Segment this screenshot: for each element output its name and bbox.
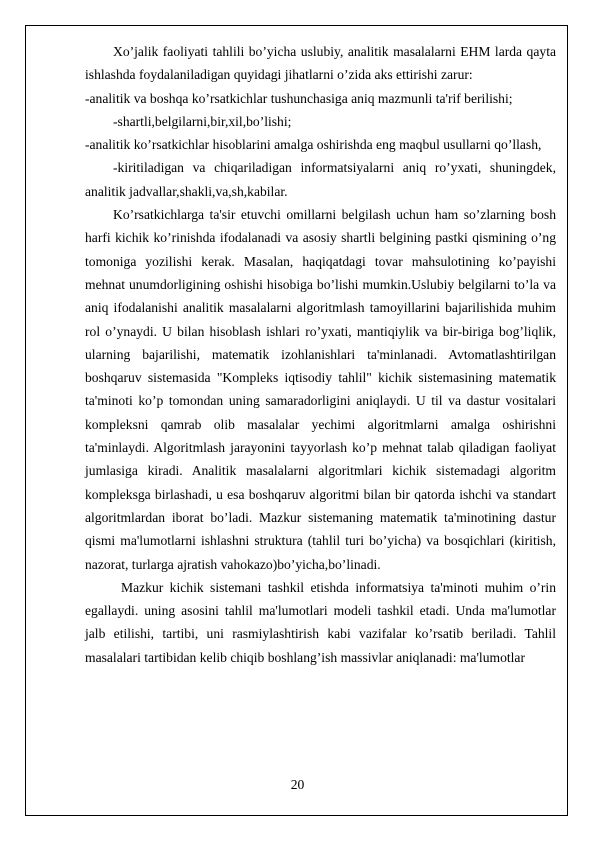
paragraph-list-item-1: -analitik va boshqa ko’rsatkichlar tushunchasiga aniq mazmunli ta'rif berilishi; (85, 90, 513, 106)
document-body (85, 40, 556, 669)
paragraph-information-support: Mazkur kichik sistemani tashkil etishda informatsiya ta'minoti muhim o’rin egallaydi. uning asosini tahlil ma'lumotlari modeli tashkil etadi. Unda ma'lumotlar jalb etilishi, tartibi, uni rasmiylashtirish kabi vazifalar ko’rsatib beriladi. Tahlil masalalari tartibidan kelib chiqib boshlang’ish massivlar aniqlanadi: ma'lumotlar (85, 579, 556, 665)
page-number: 20 (290, 777, 305, 792)
paragraph-main: Ko’rsatkichlarga ta'sir etuvchi omillarni belgilash uchun ham so’zlarning bosh harfi kichik ko’rinishda ifodalanadi va asosiy shartli belgining pastki qismining o’ng tomoniga yozilishi kerak. Masalan, haqiqatdagi tovar mahsulotining ko’payishi mehnat unumdorligining oshishi hisobiga bo’lishi mumkin.Uslubiy belgilarni to’la va aniq ifodalanishi analitik masalalarni algoritmlash tamoyillarini bajarilishida muhim rol o’ynaydi. U bilan hisoblash ishlari ro’yxati, mantiqiylik va bir-biriga bog’liqlik, ularning bajarilishi, matematik izohlanishlari ta'minlanadi. Avtomatlashtirilgan boshqaruv sistemasida "Kompleks iqtisodiy tahlil" kichik sistemasining matematik ta'minoti ko’p tomondan uning samaradorligini aniqlaydi. U til va dastur vositalari kompleksni qamrab olib masalalar yechimi algoritmlarni amalga oshirishni ta'minlaydi. Algoritmlash jarayonini tayyorlash ko’p mehnat talab qiladigan faoliyat jumlasiga kiradi. Analitik masalalarni algoritmlari kichik sistemadagi algoritm kompleksga birlashadi, u esa boshqaruv algoritmi bilan bir qatorda ishchi va standart algoritmlardan iborat bo’ladi. Mazkur sistemaning matematik ta'minotining dastur qismi ma'lumotlarni ishlashni struktura (tahlil turi bo’yicha) va bosqichlari (kiritish, nazorat, turlarga ajratish vahokazo)bo’yicha,bo’linadi. (85, 207, 556, 572)
paragraph-intro: Xo’jalik faoliyati tahlili bo’yicha uslubiy, analitik masalalarni EHM larda qayta ishlashda foydalaniladigan quyidagi jihatlarni o’zida aks ettirishi zarur: (85, 44, 556, 83)
paragraph-list-item-4: -kiritiladigan va chiqariladigan informatsiyalarni aniq ro’yxati, shuningdek, analitik jadvallar,shakli,va,sh,kabilar. (85, 160, 556, 199)
paragraph-list-item-2: -shartli,belgilarni,bir,xil,bo’lishi; (113, 113, 292, 129)
paragraph-list-item-3: -analitik ko’rsatkichlar hisoblarini amalga oshirishda eng maqbul usullarni qo’llash, (85, 137, 542, 153)
